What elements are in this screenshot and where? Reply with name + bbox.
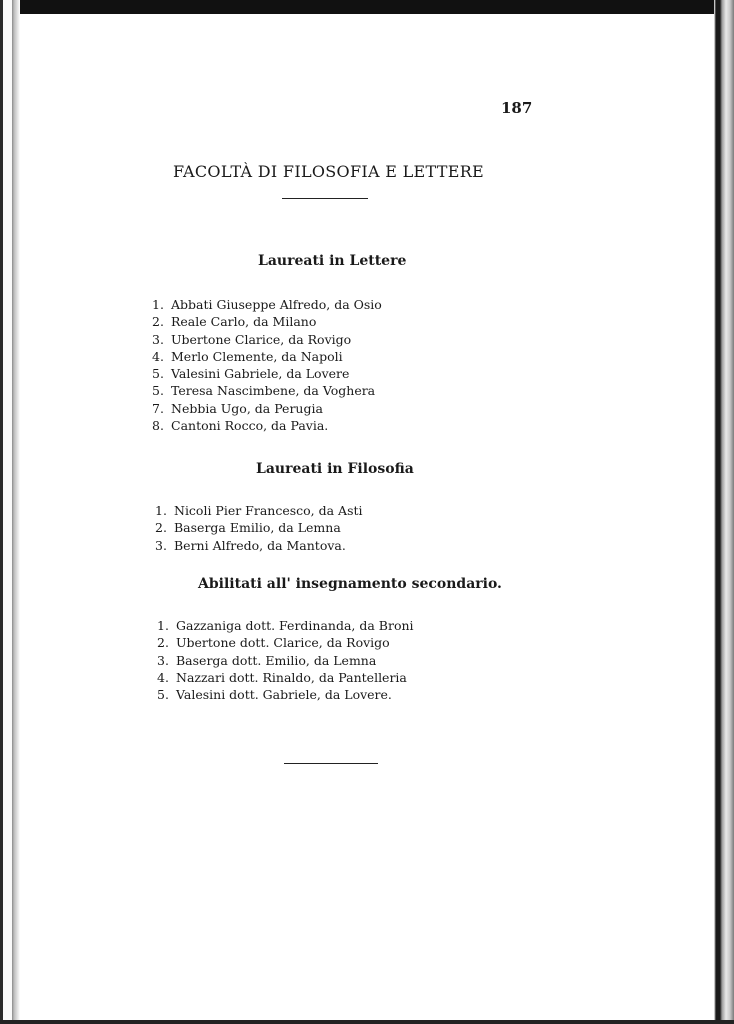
list-item [155,537,363,554]
page-number: 187 [501,99,533,117]
entry-number: 3. [157,652,169,668]
entry-number: 5. [152,383,164,399]
entry-number: 2. [155,520,167,536]
entry-text: Valesini dott. Gabriele, da Lovere. [176,687,392,703]
entry-number: 1. [157,618,169,633]
abilitati-list [157,617,414,703]
list-item [152,382,382,399]
scan-top-edge [0,0,734,14]
entry-text: Ubertone Clarice, da Rovigo [171,331,352,347]
section-heading-filosofia: Laureati in Filosofia [256,461,414,477]
list-item [155,519,363,536]
list-item [152,296,382,313]
entry-number: 2. [157,635,169,651]
scan-bottom-edge [0,1020,734,1024]
section-heading-abilitati: Abilitati all' insegnamento secondario. [198,576,502,592]
entry-text: Baserga dott. Emilio, da Lemna [176,652,377,668]
entry-text: Cantoni Rocco, da Pavia. [171,418,329,434]
entry-number: 3. [155,537,167,553]
entry-text: Abbati Giuseppe Alfredo, da Osio [171,297,382,312]
lettere-list [152,296,382,434]
entry-number: 3. [152,331,164,347]
scan-right-edge [714,0,734,1024]
section-heading-lettere: Laureati in Lettere [258,253,407,269]
list-item [152,400,382,417]
entry-number: 4. [152,348,164,364]
faculty-title: FACOLTÀ DI FILOSOFIA E LETTERE [173,162,485,181]
closing-divider [284,763,378,764]
entry-text: Nicoli Pier Francesco, da Asti [174,503,363,518]
entry-text: Reale Carlo, da Milano [171,314,317,330]
entry-number: 7. [152,400,164,416]
list-item [152,417,382,434]
list-item [157,617,414,634]
filosofia-list [155,502,363,554]
entry-number: 5. [157,687,169,703]
list-item [152,365,382,382]
entry-text: Nebbia Ugo, da Perugia [171,400,323,416]
entry-text: Teresa Nascimbene, da Voghera [171,383,376,399]
list-item [157,634,414,651]
list-item [152,313,382,330]
entry-text: Baserga Emilio, da Lemna [174,520,341,536]
entry-text: Ubertone dott. Clarice, da Rovigo [176,635,390,651]
list-item [152,348,382,365]
entry-number: 1. [155,503,167,518]
list-item [152,331,382,348]
entry-text: Gazzaniga dott. Ferdinanda, da Broni [176,618,414,633]
list-item [157,652,414,669]
entry-text: Nazzari dott. Rinaldo, da Pantelleria [176,669,407,685]
entry-text: Merlo Clemente, da Napoli [171,348,343,364]
list-item [155,502,363,519]
entry-text: Valesini Gabriele, da Lovere [171,366,350,382]
entry-number: 2. [152,314,164,330]
entry-text: Berni Alfredo, da Mantova. [174,537,346,553]
list-item [157,686,414,703]
scan-left-edge [0,0,20,1024]
entry-number: 5. [152,366,164,382]
entry-number: 4. [157,669,169,685]
title-divider [282,198,368,199]
entry-number: 8. [152,418,164,434]
list-item [157,669,414,686]
entry-number: 1. [152,297,164,312]
